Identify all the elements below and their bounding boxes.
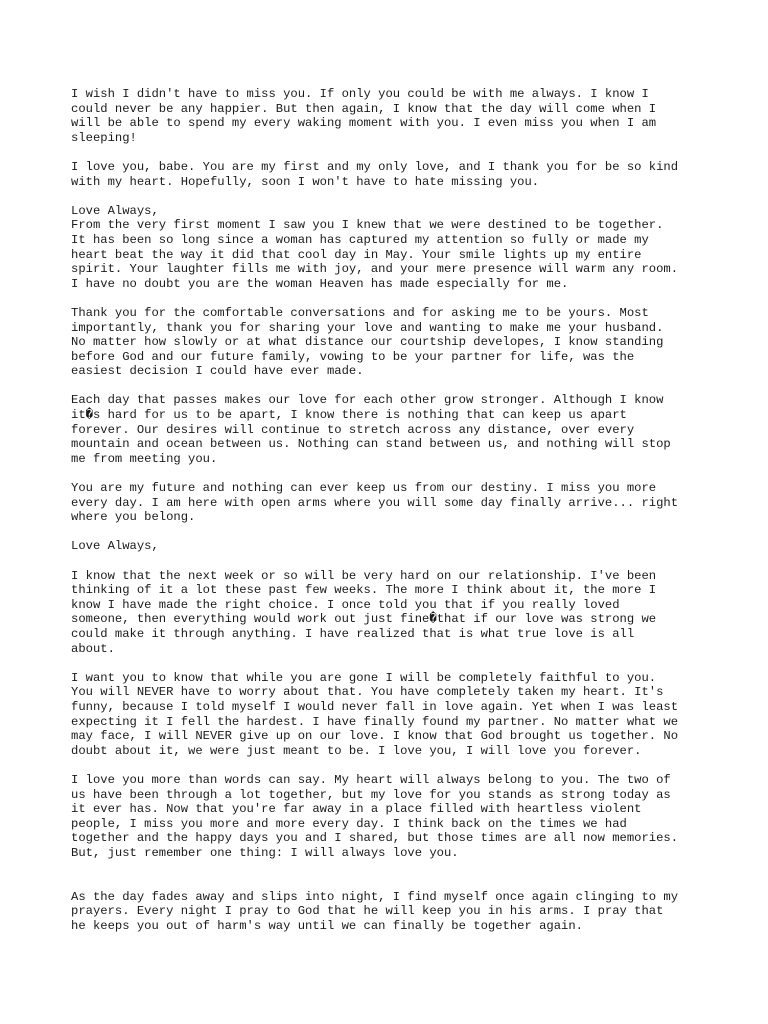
signoff-love-always: Love Always, xyxy=(71,539,159,554)
paragraph-spacer xyxy=(71,379,711,394)
paragraph-spacer xyxy=(71,189,711,204)
document-page xyxy=(71,87,711,933)
paragraph-spacer xyxy=(71,291,711,306)
paragraph-8: I want you to know that while you are gone I will be completely faithful to you. You will NEVER have to worry about that. You have completely taken my heart. It's funny, because I told myself I would never fall in love again. Yet when I was least expecting it I fell the hardest. I have finally found my partner. No matter what we may face, I will NEVER give up on our love. I know that God brought us together. No doubt about it, we were just meant to be. I love you, I will love you forever. xyxy=(71,670,679,758)
paragraph-7: I know that the next week or so will be very hard on our relationship. I've been thinking of it a lot these past few weeks. The more I think about it, the more I know I have made the right choice. I once told you that if you really loved someone, then everything would work out just fine�that if our love was strong we could make it through anything. I have realized that is what true love is all about. xyxy=(71,568,657,656)
paragraph-spacer xyxy=(71,758,711,773)
paragraph-spacer xyxy=(71,554,711,569)
paragraph-spacer xyxy=(71,525,711,540)
paragraph-spacer xyxy=(71,656,711,671)
paragraph-spacer xyxy=(71,145,711,160)
paragraph-10: As the day fades away and slips into night, I find myself once again clinging to my prayers. Every night I pray to God that he will keep you in his arms. I pray that he keeps you out of harm's way until we can finally be together again. xyxy=(71,889,679,933)
paragraph-6: You are my future and nothing can ever keep us from our destiny. I miss you more every day. I am here with open arms where you will some day finally arrive... right where you belong. xyxy=(71,481,679,525)
paragraph-9: I love you more than words can say. My heart will always belong to you. The two of us have been through a lot together, but my love for you stands as strong today as it ever has. Now that you're far away in a place filled with heartless violent people, I miss you more and more every day. I think back on the times we had together and the happy days you and I shared, but those times are all now memories. But, just remember one thing: I will always love you. xyxy=(71,772,679,860)
paragraph-4: Thank you for the comfortable conversations and for asking me to be yours. Most importantly, thank you for sharing your love and wanting to make me your husband. No matter how slowly or at what distance our courtship developes, I know standing before God and our future family, vowing to be your partner for life, was the easiest decision I could have ever made. xyxy=(71,305,664,379)
paragraph-spacer-large xyxy=(71,860,711,889)
paragraph-3: Love Always, From the very first moment I saw you I knew that we were destined to be together. It has been so long since a woman has captured my attention so fully or made my heart beat the way it did that cool day in May. Your smile lights up my entire spirit. Your laughter fills me with joy, and your mere presence will warm any room. I have no doubt you are the woman Heaven has made especially for me. xyxy=(71,203,679,291)
paragraph-5: Each day that passes makes our love for each other grow stronger. Although I know it�s hard for us to be apart, I know there is nothing that can keep us apart forever. Our desires will continue to stretch across any distance, over every mountain and ocean between us. Nothing can stand between us, and nothing will stop me from meeting you. xyxy=(71,393,671,466)
paragraph-2: I love you, babe. You are my first and my only love, and I thank you for be so kind with my heart. Hopefully, soon I won't have to hate missing you. xyxy=(71,159,679,189)
paragraph-1: I wish I didn't have to miss you. If only you could be with me always. I know I could never be any happier. But then again, I know that the day will come when I will be able to spend my every waking moment with you. I even miss you when I am sleeping! xyxy=(71,87,657,145)
paragraph-spacer xyxy=(71,466,711,481)
